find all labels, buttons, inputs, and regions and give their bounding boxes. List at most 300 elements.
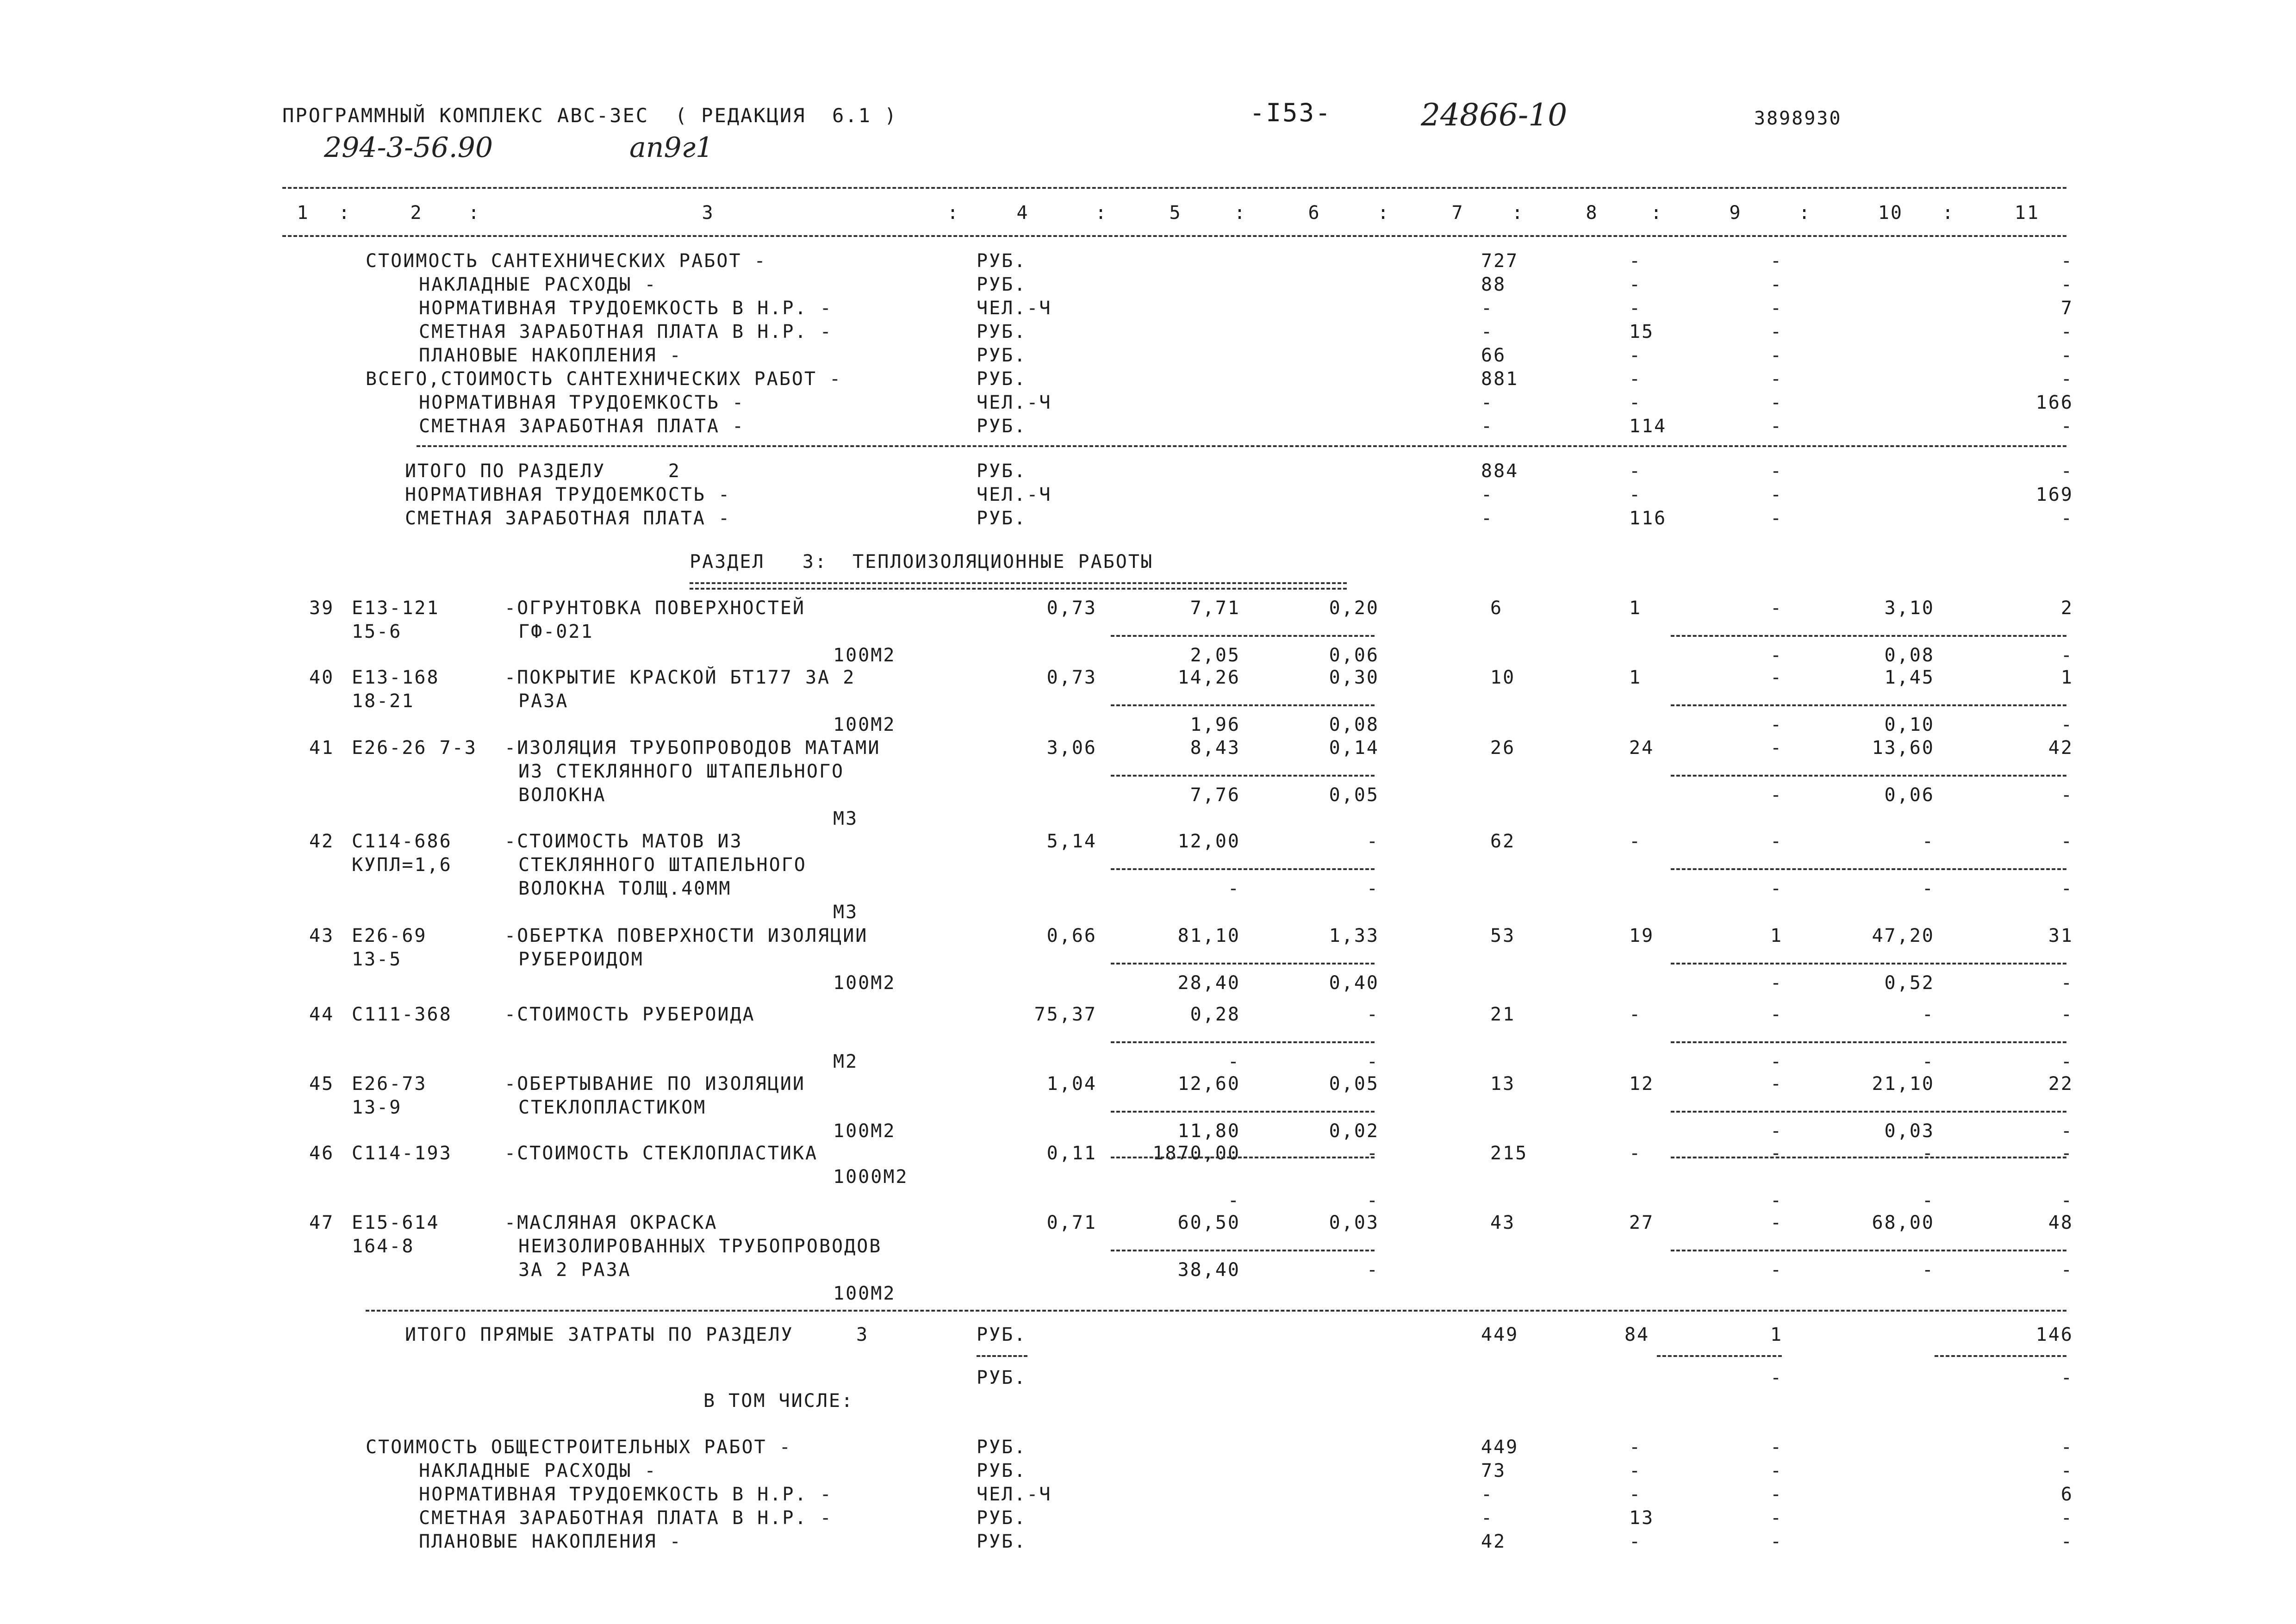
item-wage-part: 11,80	[1177, 1120, 1240, 1142]
section-title-underline	[690, 582, 1347, 584]
block1-col9: -	[1770, 274, 1783, 295]
item-col8: 12	[1629, 1073, 1655, 1095]
item-code: С114-193	[352, 1143, 452, 1164]
item-code: С111-368	[352, 1004, 452, 1025]
column-header-separator: :	[1234, 202, 1247, 224]
block1-col8: 114	[1629, 416, 1667, 437]
total2-col7: 884	[1481, 460, 1519, 482]
item-measure-unit: 1000М2	[833, 1166, 908, 1188]
block1-col8: 15	[1629, 321, 1655, 342]
section3-total-col9-2: -	[1770, 1367, 1783, 1388]
item-code: Е15-614	[352, 1212, 440, 1233]
document-code: 3898930	[1754, 108, 1842, 129]
item-subtotal-rule	[1111, 775, 1375, 777]
total2-col9: -	[1770, 508, 1783, 529]
column-header-7: 7	[1451, 202, 1464, 224]
item-subtotal-rule-right	[1671, 704, 2066, 706]
item-col11: -	[2060, 1143, 2073, 1164]
item-code-secondary: 15-6	[352, 621, 402, 642]
item-wage-part: -	[1227, 1051, 1240, 1072]
item-col7: 6	[1490, 597, 1503, 619]
item-wage-part: 28,40	[1177, 972, 1240, 994]
block1-label: ВСЕГО,СТОИМОСТЬ САНТЕХНИЧЕСКИХ РАБОТ -	[366, 368, 842, 390]
item-col8: -	[1629, 1004, 1642, 1025]
item-subtotal-rule-right	[1671, 868, 2066, 870]
item-unit-price: 1870,00	[1152, 1143, 1240, 1164]
block1-col7: 66	[1481, 345, 1506, 366]
item-col10: 13,60	[1872, 737, 1935, 759]
column-header-separator: :	[947, 202, 960, 224]
item-code: С114-686	[352, 831, 452, 852]
item-col11-part: -	[2060, 714, 2073, 735]
item-measure-unit: 100М2	[833, 972, 896, 994]
block3-label: ПЛАНОВЫЕ НАКОПЛЕНИЯ -	[419, 1531, 682, 1552]
item-unit-price: 7,71	[1190, 597, 1240, 619]
item-col10: 68,00	[1872, 1212, 1935, 1233]
item-unit-price: 0,28	[1190, 1004, 1240, 1025]
unit-underline	[977, 1355, 1027, 1357]
item-subtotal-rule-right	[1671, 1041, 2066, 1043]
item-col11: 1	[2060, 667, 2073, 688]
item-description-line: -ОБЕРТКА ПОВЕРХНОСТИ ИЗОЛЯЦИИ	[504, 925, 868, 946]
item-col8: 1	[1629, 597, 1642, 619]
block3-col9: -	[1770, 1437, 1783, 1458]
block1-col8: -	[1629, 392, 1642, 413]
total2-unit: РУБ.	[977, 508, 1027, 529]
block3-label: НАКЛАДНЫЕ РАСХОДЫ -	[419, 1460, 657, 1481]
item-col9: -	[1770, 831, 1783, 852]
col9-underline	[1657, 1355, 1782, 1357]
item-col9: -	[1770, 1073, 1783, 1095]
block3-unit: РУБ.	[977, 1460, 1027, 1481]
block1-col7: -	[1481, 416, 1494, 437]
block3-unit: РУБ.	[977, 1531, 1027, 1552]
item-number: 40	[309, 667, 335, 688]
item-description-line: -МАСЛЯНАЯ ОКРАСКА	[504, 1212, 718, 1233]
item-number: 47	[309, 1212, 335, 1233]
block3-col9: -	[1770, 1507, 1783, 1529]
section3-total-unit-2: РУБ.	[977, 1367, 1027, 1388]
block1-col7: -	[1481, 392, 1494, 413]
item-description-line: -СТОИМОСТЬ МАТОВ ИЗ	[504, 831, 743, 852]
block1-unit: РУБ.	[977, 345, 1027, 366]
item-subtotal-rule	[1111, 1041, 1375, 1043]
item-description-line: -ИЗОЛЯЦИЯ ТРУБОПРОВОДОВ МАТАМИ	[504, 737, 881, 759]
item-code-secondary: КУПЛ=1,6	[352, 854, 452, 876]
item-code: Е26-69	[352, 925, 427, 946]
item-unit-price: 8,43	[1190, 737, 1240, 759]
total2-col8: 116	[1629, 508, 1667, 529]
item-wage-part: -	[1227, 1190, 1240, 1211]
page-number: -I53-	[1250, 98, 1332, 127]
item-quantity: 75,37	[1034, 1004, 1097, 1025]
item-measure-unit: М2	[833, 1051, 859, 1072]
block1-end-rule	[417, 445, 2066, 447]
item-quantity: 0,73	[1046, 597, 1097, 619]
block1-col9: -	[1770, 321, 1783, 342]
handwritten-album-mark: ап9г1	[629, 131, 714, 164]
item-col6: 0,30	[1329, 667, 1379, 688]
item-col6-part: 0,40	[1329, 972, 1379, 994]
total2-unit: РУБ.	[977, 460, 1027, 482]
item-number: 39	[309, 597, 335, 619]
total2-label: ИТОГО ПО РАЗДЕЛУ 2	[405, 460, 681, 482]
block1-unit: РУБ.	[977, 416, 1027, 437]
item-number: 41	[309, 737, 335, 759]
item-col11-part: -	[2060, 645, 2073, 666]
block1-label: СМЕТНАЯ ЗАРАБОТНАЯ ПЛАТА В Н.Р. -	[419, 321, 833, 342]
block3-col9: -	[1770, 1460, 1783, 1481]
item-subtotal-rule-right	[1671, 1157, 2066, 1158]
item-col7: 215	[1490, 1143, 1528, 1164]
item-col7: 53	[1490, 925, 1516, 946]
block3-col7: -	[1481, 1484, 1494, 1505]
section3-total-unit: РУБ.	[977, 1324, 1027, 1345]
item-col7: 21	[1490, 1004, 1516, 1025]
item-quantity: 0,11	[1046, 1143, 1097, 1164]
item-col9-part: -	[1770, 645, 1783, 666]
item-quantity: 5,14	[1046, 831, 1097, 852]
block3-col11: -	[2060, 1531, 2073, 1552]
column-header-separator: :	[1798, 202, 1811, 224]
item-col9-part: -	[1770, 1259, 1783, 1281]
item-col10-part: -	[1922, 1190, 1935, 1211]
block1-col9: -	[1770, 392, 1783, 413]
total2-col11: -	[2060, 508, 2073, 529]
item-subtotal-rule	[1111, 1111, 1375, 1113]
item-description-line: ГФ-021	[518, 621, 594, 642]
block1-label: НОРМАТИВНАЯ ТРУДОЕМКОСТЬ -	[419, 392, 745, 413]
block1-col8: -	[1629, 298, 1642, 319]
item-col9-part: -	[1770, 1051, 1783, 1072]
item-subtotal-rule-right	[1671, 775, 2066, 777]
item-col9-part: -	[1770, 878, 1783, 899]
item-col10: 1,45	[1884, 667, 1935, 688]
item-col11: -	[2060, 1004, 2073, 1025]
item-measure-unit: 100М2	[833, 645, 896, 666]
item-number: 44	[309, 1004, 335, 1025]
item-col10-part: -	[1922, 1259, 1935, 1281]
item-col6-part: 0,06	[1329, 645, 1379, 666]
item-col11-part: -	[2060, 1051, 2073, 1072]
block1-unit: РУБ.	[977, 274, 1027, 295]
total2-col8: -	[1629, 460, 1642, 482]
block1-col8: -	[1629, 345, 1642, 366]
item-measure-unit: 100М2	[833, 1120, 896, 1142]
item-description-line: НЕИЗОЛИРОВАННЫХ ТРУБОПРОВОДОВ	[518, 1236, 882, 1257]
item-col9: -	[1770, 737, 1783, 759]
program-title: ПРОГРАММНЫЙ КОМПЛЕКС АВС-3ЕС ( РЕДАКЦИЯ 6.1 )	[282, 104, 898, 127]
item-col10: -	[1922, 1143, 1935, 1164]
item-col11-part: -	[2060, 1120, 2073, 1142]
total2-label: НОРМАТИВНАЯ ТРУДОЕМКОСТЬ -	[405, 484, 731, 505]
block1-col8: -	[1629, 368, 1642, 390]
item-col10: 3,10	[1884, 597, 1935, 619]
item-code-secondary: 13-5	[352, 949, 402, 970]
column-header-separator: :	[1512, 202, 1524, 224]
item-col7: 43	[1490, 1212, 1516, 1233]
item-col10: -	[1922, 1004, 1935, 1025]
item-col9: 1	[1770, 925, 1783, 946]
block1-col8: -	[1629, 250, 1642, 272]
item-col6: -	[1366, 831, 1379, 852]
block3-col7: -	[1481, 1507, 1494, 1529]
section3-total-col7: 449	[1481, 1324, 1519, 1345]
block1-col7: 727	[1481, 250, 1519, 272]
item-description-line: -ОБЕРТЫВАНИЕ ПО ИЗОЛЯЦИИ	[504, 1073, 805, 1095]
block1-col11: -	[2060, 368, 2073, 390]
section3-end-rule	[366, 1310, 2066, 1312]
item-code-secondary: 13-9	[352, 1097, 402, 1118]
item-col11-part: -	[2060, 878, 2073, 899]
column-header-9: 9	[1729, 202, 1742, 224]
column-header-6: 6	[1308, 202, 1321, 224]
block1-col9: -	[1770, 416, 1783, 437]
item-col6: 0,05	[1329, 1073, 1379, 1095]
block1-col9: -	[1770, 250, 1783, 272]
section-title-underline2	[690, 588, 1347, 590]
item-col11: 22	[2048, 1073, 2073, 1095]
item-subtotal-rule	[1111, 1250, 1375, 1251]
block3-unit: РУБ.	[977, 1507, 1027, 1529]
item-quantity: 3,06	[1046, 737, 1097, 759]
item-col6-part: -	[1366, 878, 1379, 899]
item-subtotal-rule-right	[1671, 635, 2066, 637]
item-col9-part: -	[1770, 1190, 1783, 1211]
column-header-separator: :	[468, 202, 481, 224]
item-unit-price: 60,50	[1177, 1212, 1240, 1233]
item-wage-part: 38,40	[1177, 1259, 1240, 1281]
column-header-4: 4	[1016, 202, 1029, 224]
item-col6-part: -	[1366, 1190, 1379, 1211]
item-description-line: ВОЛОКНА	[518, 784, 606, 806]
total2-col9: -	[1770, 460, 1783, 482]
block1-unit: РУБ.	[977, 250, 1027, 272]
item-col6: -	[1366, 1004, 1379, 1025]
item-wage-part: -	[1227, 878, 1240, 899]
item-col10-part: 0,52	[1884, 972, 1935, 994]
block1-col11: -	[2060, 345, 2073, 366]
block1-col7: -	[1481, 298, 1494, 319]
item-code: Е13-168	[352, 667, 440, 688]
item-col6: 0,14	[1329, 737, 1379, 759]
item-col7: 10	[1490, 667, 1516, 688]
block3-col11: -	[2060, 1460, 2073, 1481]
block3-col8: -	[1629, 1460, 1642, 1481]
item-col6-part: 0,02	[1329, 1120, 1379, 1142]
item-col9-part: -	[1770, 784, 1783, 806]
item-col7: 26	[1490, 737, 1516, 759]
item-col11: 42	[2048, 737, 2073, 759]
section3-total-col11-2: -	[2060, 1367, 2073, 1388]
item-col8: 1	[1629, 667, 1642, 688]
block1-label: НОРМАТИВНАЯ ТРУДОЕМКОСТЬ В Н.Р. -	[419, 298, 833, 319]
header-rule-top	[282, 187, 2066, 189]
column-header-separator: :	[1650, 202, 1663, 224]
item-col8: 27	[1629, 1212, 1655, 1233]
item-col11: 48	[2048, 1212, 2073, 1233]
item-code-secondary: 164-8	[352, 1236, 415, 1257]
block3-col8: 13	[1629, 1507, 1655, 1529]
document-number: 24866-10	[1421, 97, 1568, 133]
item-measure-unit: М3	[833, 902, 859, 923]
header-rule-bottom	[282, 235, 2066, 237]
item-subtotal-rule	[1111, 868, 1375, 870]
item-description-line: -ПОКРЫТИЕ КРАСКОЙ БТ177 ЗА 2	[504, 667, 856, 688]
item-col8: -	[1629, 831, 1642, 852]
item-subtotal-rule-right	[1671, 1250, 2066, 1251]
item-col10: 47,20	[1872, 925, 1935, 946]
item-number: 45	[309, 1073, 335, 1095]
block3-unit: ЧЕЛ.-Ч	[977, 1484, 1052, 1505]
item-description-line: РУБЕРОИДОМ	[518, 949, 644, 970]
block3-col11: -	[2060, 1507, 2073, 1529]
item-col6-part: 0,05	[1329, 784, 1379, 806]
item-col10-part: -	[1922, 878, 1935, 899]
item-col8: 24	[1629, 737, 1655, 759]
item-col11-part: -	[2060, 1190, 2073, 1211]
item-measure-unit: 100М2	[833, 1283, 896, 1304]
item-col6-part: -	[1366, 1051, 1379, 1072]
total2-col7: -	[1481, 508, 1494, 529]
item-description-line: РАЗА	[518, 691, 569, 712]
item-col11-part: -	[2060, 1259, 2073, 1281]
item-col9: -	[1770, 597, 1783, 619]
item-unit-price: 81,10	[1177, 925, 1240, 946]
column-header-separator: :	[1942, 202, 1955, 224]
block1-col11: 7	[2060, 298, 2073, 319]
item-code: Е13-121	[352, 597, 440, 619]
item-description-line: -ОГРУНТОВКА ПОВЕРХНОСТЕЙ	[504, 597, 805, 619]
block1-col7: -	[1481, 321, 1494, 342]
block3-label: СТОИМОСТЬ ОБЩЕСТРОИТЕЛЬНЫХ РАБОТ -	[366, 1437, 792, 1458]
item-measure-unit: 100М2	[833, 714, 896, 735]
item-description-line: ЗА 2 РАЗА	[518, 1259, 631, 1281]
block1-col11: -	[2060, 321, 2073, 342]
item-number: 46	[309, 1143, 335, 1164]
item-col10-part: 0,10	[1884, 714, 1935, 735]
item-col11: 31	[2048, 925, 2073, 946]
column-header-separator: :	[338, 202, 351, 224]
block3-col7: 449	[1481, 1437, 1519, 1458]
block1-label: ПЛАНОВЫЕ НАКОПЛЕНИЯ -	[419, 345, 682, 366]
item-quantity: 0,71	[1046, 1212, 1097, 1233]
item-col9: -	[1770, 1143, 1783, 1164]
item-col11: -	[2060, 831, 2073, 852]
item-quantity: 0,73	[1046, 667, 1097, 688]
column-header-11: 11	[2014, 202, 2040, 224]
item-subtotal-rule	[1111, 704, 1375, 706]
total2-unit: ЧЕЛ.-Ч	[977, 484, 1052, 505]
block1-unit: ЧЕЛ.-Ч	[977, 392, 1052, 413]
item-col9: -	[1770, 1004, 1783, 1025]
item-col8: 19	[1629, 925, 1655, 946]
item-col6-part: -	[1366, 1259, 1379, 1281]
section3-total-col8: 84	[1624, 1324, 1650, 1345]
column-header-5: 5	[1169, 202, 1182, 224]
block1-unit: ЧЕЛ.-Ч	[977, 298, 1052, 319]
item-subtotal-rule-right	[1671, 1111, 2066, 1113]
item-description-line: СТЕКЛОПЛАСТИКОМ	[518, 1097, 707, 1118]
item-quantity: 1,04	[1046, 1073, 1097, 1095]
block1-col9: -	[1770, 345, 1783, 366]
item-code-secondary: 18-21	[352, 691, 415, 712]
item-col9-part: -	[1770, 1120, 1783, 1142]
block1-label: СМЕТНАЯ ЗАРАБОТНАЯ ПЛАТА -	[419, 416, 745, 437]
item-wage-part: 7,76	[1190, 784, 1240, 806]
item-unit-price: 12,60	[1177, 1073, 1240, 1095]
item-code: Е26-73	[352, 1073, 427, 1095]
item-col9: -	[1770, 1212, 1783, 1233]
item-subtotal-rule	[1111, 963, 1375, 964]
item-col10-part: -	[1922, 1051, 1935, 1072]
section3-total-col9: 1	[1770, 1324, 1783, 1345]
item-number: 42	[309, 831, 335, 852]
column-header-separator: :	[1377, 202, 1390, 224]
section-title: РАЗДЕЛ 3: ТЕПЛОИЗОЛЯЦИОННЫЕ РАБОТЫ	[690, 551, 1154, 572]
block1-unit: РУБ.	[977, 321, 1027, 342]
column-header-10: 10	[1878, 202, 1904, 224]
block1-col7: 881	[1481, 368, 1519, 390]
block1-label: СТОИМОСТЬ САНТЕХНИЧЕСКИХ РАБОТ -	[366, 250, 767, 272]
block3-col7: 73	[1481, 1460, 1506, 1481]
block3-col8: -	[1629, 1531, 1642, 1552]
item-description-line: ИЗ СТЕКЛЯННОГО ШТАПЕЛЬНОГО	[518, 761, 845, 782]
item-col7: 13	[1490, 1073, 1516, 1095]
item-wage-part: 1,96	[1190, 714, 1240, 735]
including-label: В ТОМ ЧИСЛЕ:	[703, 1390, 854, 1412]
item-col6: 1,33	[1329, 925, 1379, 946]
block3-label: НОРМАТИВНАЯ ТРУДОЕМКОСТЬ В Н.Р. -	[419, 1484, 833, 1505]
total2-col8: -	[1629, 484, 1642, 505]
item-col9-part: -	[1770, 714, 1783, 735]
item-description-line: -СТОИМОСТЬ РУБЕРОИДА	[504, 1004, 755, 1025]
block3-col7: 42	[1481, 1531, 1506, 1552]
item-col6-part: 0,08	[1329, 714, 1379, 735]
total2-label: СМЕТНАЯ ЗАРАБОТНАЯ ПЛАТА -	[405, 508, 731, 529]
item-description-line: ВОЛОКНА ТОЛЩ.40ММ	[518, 878, 732, 899]
item-unit-price: 14,26	[1177, 667, 1240, 688]
block1-col11: -	[2060, 274, 2073, 295]
item-col10-part: 0,06	[1884, 784, 1935, 806]
block1-col11: -	[2060, 250, 2073, 272]
item-col6: 0,03	[1329, 1212, 1379, 1233]
item-col11-part: -	[2060, 972, 2073, 994]
block3-col8: -	[1629, 1484, 1642, 1505]
handwritten-project-code: 294-3-56.90	[324, 131, 493, 164]
block1-col8: -	[1629, 274, 1642, 295]
section3-total-col11: 146	[2035, 1324, 2073, 1345]
item-description-line: СТЕКЛЯННОГО ШТАПЕЛЬНОГО	[518, 854, 807, 876]
column-header-separator: :	[1095, 202, 1108, 224]
col11-underline	[1935, 1355, 2066, 1357]
block3-col11: 6	[2060, 1484, 2073, 1505]
block1-col9: -	[1770, 298, 1783, 319]
item-number: 43	[309, 925, 335, 946]
block1-unit: РУБ.	[977, 368, 1027, 390]
item-unit-price: 12,00	[1177, 831, 1240, 852]
item-measure-unit: М3	[833, 808, 859, 829]
item-col6: 0,20	[1329, 597, 1379, 619]
item-wage-part: 2,05	[1190, 645, 1240, 666]
item-col9-part: -	[1770, 972, 1783, 994]
block3-col8: -	[1629, 1437, 1642, 1458]
item-col7: 62	[1490, 831, 1516, 852]
item-subtotal-rule	[1111, 1157, 1375, 1158]
column-header-1: 1	[297, 202, 310, 224]
total2-col11: -	[2060, 460, 2073, 482]
item-code: Е26-26 7-3	[352, 737, 477, 759]
